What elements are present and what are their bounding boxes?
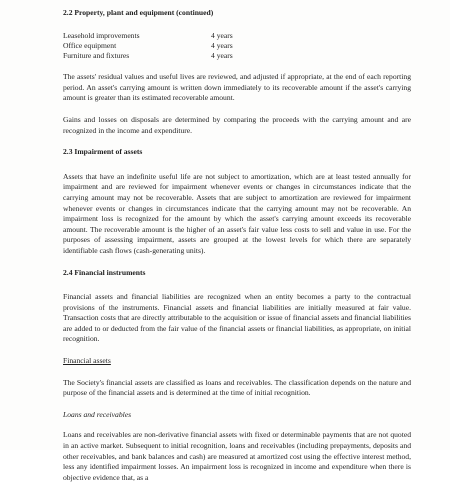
page-content <box>63 8 411 494</box>
section-heading-2-2: 2.2 Property, plant and equipment (continued) <box>63 8 214 17</box>
asset-name: Furniture and fixtures <box>63 51 130 60</box>
section-heading-2-4: 2.4 Financial instruments <box>63 267 146 277</box>
asset-name: Office equipment <box>63 40 117 50</box>
table-row <box>63 41 233 51</box>
paragraph-loans-receivables: Loans and receivables are non-derivative financial assets with fixed or determinable payments that are not quoted in an active market. Subsequent to initial recognition, loans and receivables (including prepayments, deposits and other receivables, and bank balances and cash) are measured at amortized cost using the effective interest method, less any identified impairment losses. An impairment loss is recognized in income and expenditure when there is objective evidence that, as a <box>63 430 411 482</box>
paragraph-financial-assets: The Society's financial assets are classified as loans and receivables. The classification depends on the nature and purpose of the financial assets and is determined at the time of initial recognition. <box>63 377 411 398</box>
asset-life: 4 years <box>211 30 233 40</box>
subheading-loans-receivables: Loans and receivables <box>63 409 132 419</box>
paragraph-gains-losses: Gains and losses on disposals are determined by comparing the proceeds with the carrying amount and are recognized in the income and expenditure. <box>63 114 411 135</box>
table-row <box>63 51 233 61</box>
subheading-financial-assets: Financial assets <box>63 356 111 366</box>
paragraph-impairment: Assets that have an indefinite useful life are not subject to amortization, which are at least tested annually for impairment and are reviewed for impairment whenever events or changes in circumstances indicate that the carrying amount may not be recoverable. Assets that are subject to amortization are reviewed for impairment whenever events or changes in circumstances indicate that the carrying amount may not be recoverable. An impairment loss is recognized for the amount by which the asset's carrying amount exceeds its recoverable amount. The recoverable amount is the higher of an asset's fair value less costs to sell and value in use. For the purposes of assessing impairment, assets are grouped at the lowest levels for which there are separately identifiable cash flows (cash-generating units). <box>63 171 411 255</box>
asset-life: 4 years <box>211 51 233 60</box>
asset-life: 4 years <box>211 40 233 50</box>
asset-name: Leasehold improvements <box>63 30 140 40</box>
section-heading-2-3: 2.3 Impairment of assets <box>63 147 143 157</box>
paragraph-residual-values: The assets' residual values and useful lives are reviewed, and adjusted if appropriate, at the end of each reporting period. An asset's carrying amount is written down immediately to its recoverable amount if the asset's carrying amount is greater than its estimated recoverable amount. <box>63 72 411 103</box>
table-row <box>63 31 233 41</box>
useful-lives-table <box>63 31 233 62</box>
paragraph-financial-instruments: Financial assets and financial liabilities are recognized when an entity becomes a party to the contractual provisions of the instruments. Financial assets and financial liabilities are initially measured at fair value. Transaction costs that are directly attributable to the acquisition or issue of financial assets and financial liabilities are added to or deducted from the fair value of the financial assets or financial liabilities, as appropriate, on initial recognition. <box>63 292 411 344</box>
